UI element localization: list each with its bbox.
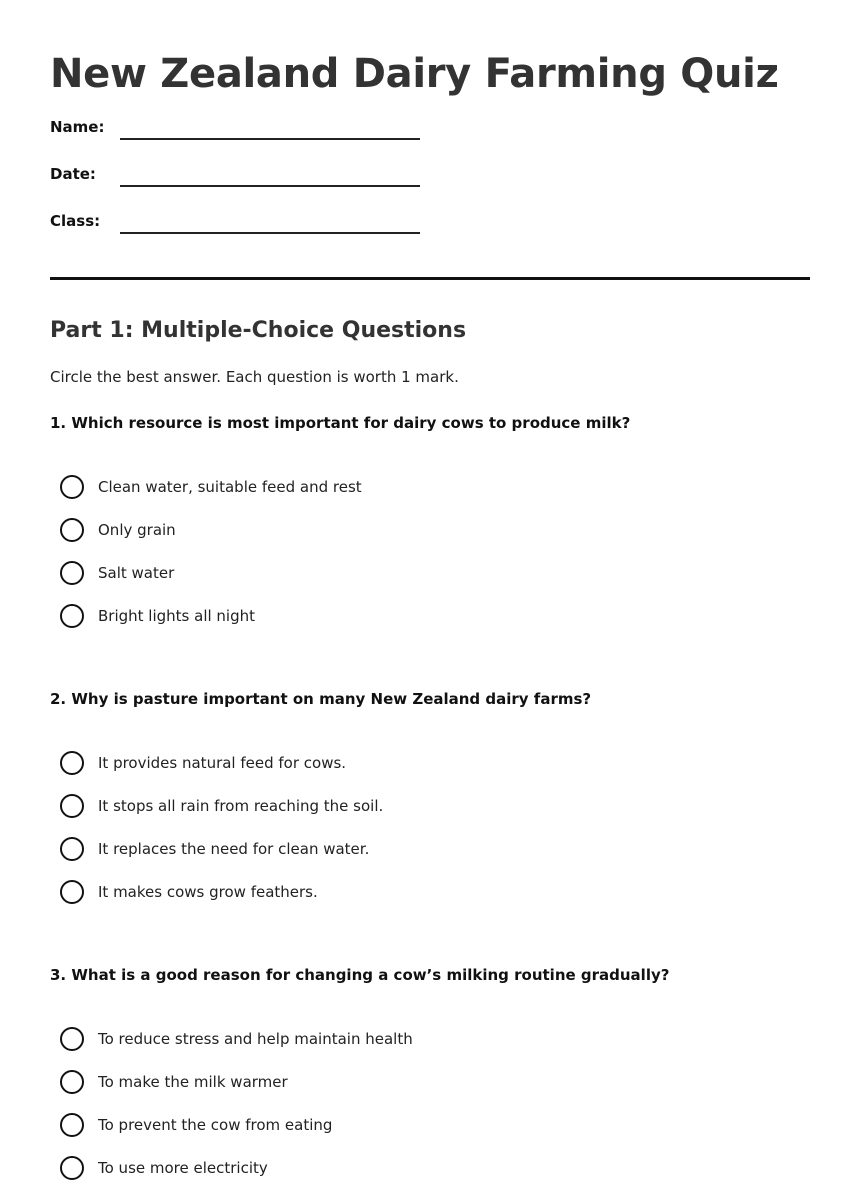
class-field[interactable] bbox=[120, 232, 420, 234]
option-label: It stops all rain from reaching the soil. bbox=[98, 797, 384, 815]
question-2 bbox=[50, 689, 810, 925]
option-label: Bright lights all night bbox=[98, 607, 256, 625]
date-field-row bbox=[50, 165, 810, 212]
answer-options bbox=[50, 753, 810, 925]
radio-circle-icon[interactable] bbox=[60, 561, 84, 585]
radio-circle-icon[interactable] bbox=[60, 1070, 84, 1094]
answer-options bbox=[50, 1029, 810, 1201]
answer-option[interactable] bbox=[50, 606, 810, 649]
section-divider bbox=[50, 277, 810, 280]
answer-option[interactable] bbox=[50, 1158, 810, 1201]
radio-circle-icon[interactable] bbox=[60, 518, 84, 542]
class-label: Class: bbox=[50, 212, 101, 230]
option-label: Clean water, suitable feed and rest bbox=[98, 478, 362, 496]
question-3 bbox=[50, 965, 810, 1201]
instructions: Circle the best answer. Each question is worth 1 mark. bbox=[50, 368, 459, 386]
answer-options bbox=[50, 477, 810, 649]
radio-circle-icon[interactable] bbox=[60, 1113, 84, 1137]
option-label: Only grain bbox=[98, 521, 176, 539]
option-label: To use more electricity bbox=[98, 1159, 268, 1177]
name-field-row bbox=[50, 118, 810, 165]
answer-option[interactable] bbox=[50, 1029, 810, 1072]
radio-circle-icon[interactable] bbox=[60, 837, 84, 861]
option-label: To make the milk warmer bbox=[98, 1073, 288, 1091]
student-info-fields bbox=[50, 118, 810, 259]
option-label: It replaces the need for clean water. bbox=[98, 840, 370, 858]
answer-option[interactable] bbox=[50, 882, 810, 925]
question-text: 1. Which resource is most important for dairy cows to produce milk? bbox=[50, 414, 631, 432]
option-label: To reduce stress and help maintain health bbox=[98, 1030, 413, 1048]
answer-option[interactable] bbox=[50, 796, 810, 839]
radio-circle-icon[interactable] bbox=[60, 794, 84, 818]
radio-circle-icon[interactable] bbox=[60, 475, 84, 499]
answer-option[interactable] bbox=[50, 839, 810, 882]
answer-option[interactable] bbox=[50, 477, 810, 520]
section-title: Part 1: Multiple-Choice Questions bbox=[50, 318, 467, 343]
radio-circle-icon[interactable] bbox=[60, 751, 84, 775]
radio-circle-icon[interactable] bbox=[60, 880, 84, 904]
name-label: Name: bbox=[50, 118, 105, 136]
date-label: Date: bbox=[50, 165, 96, 183]
answer-option[interactable] bbox=[50, 1072, 810, 1115]
answer-option[interactable] bbox=[50, 753, 810, 796]
radio-circle-icon[interactable] bbox=[60, 604, 84, 628]
question-text: 3. What is a good reason for changing a cow’s milking routine gradually? bbox=[50, 966, 670, 984]
answer-option[interactable] bbox=[50, 1115, 810, 1158]
option-label: It makes cows grow feathers. bbox=[98, 883, 318, 901]
radio-circle-icon[interactable] bbox=[60, 1027, 84, 1051]
class-field-row bbox=[50, 212, 810, 259]
page-title: New Zealand Dairy Farming Quiz bbox=[50, 51, 779, 97]
option-label: Salt water bbox=[98, 564, 175, 582]
answer-option[interactable] bbox=[50, 563, 810, 606]
radio-circle-icon[interactable] bbox=[60, 1156, 84, 1180]
option-label: It provides natural feed for cows. bbox=[98, 754, 347, 772]
question-text: 2. Why is pasture important on many New Zealand dairy farms? bbox=[50, 690, 592, 708]
option-label: To prevent the cow from eating bbox=[98, 1116, 333, 1134]
name-field[interactable] bbox=[120, 138, 420, 140]
question-1 bbox=[50, 413, 810, 649]
date-field[interactable] bbox=[120, 185, 420, 187]
answer-option[interactable] bbox=[50, 520, 810, 563]
